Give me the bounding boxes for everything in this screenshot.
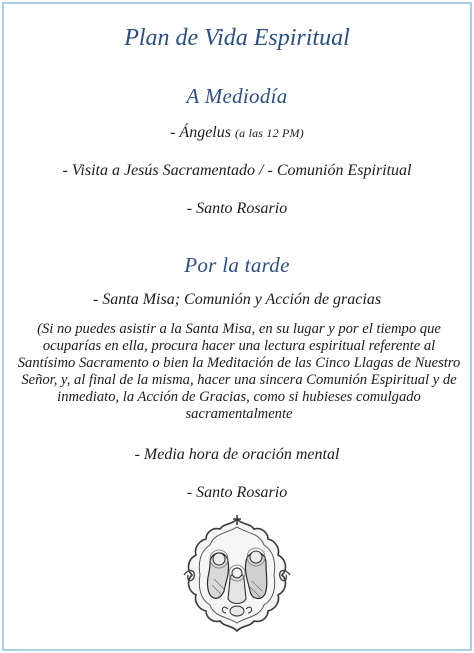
item-rosario-afternoon: - Santo Rosario [186, 484, 288, 501]
item-rosario-midday: - Santo Rosario [186, 200, 288, 217]
item-angelus [0, 122, 474, 144]
page-title: Plan de Vida Espiritual [124, 25, 350, 51]
section-heading-afternoon: Por la tarde [184, 253, 290, 277]
note-paragraph: (Si no puedes asistir a la Santa Misa, en su lugar y por el tiempo que ocuparías en ella, procura hacer una lectura espiritual referente al Santísimo Sacramento o bien la Meditación de las Cinco Llagas de Nuestro Señor, y, al final de la misma, hacer una sincera Comunión Espiritual y de inmediato, la Acción de Gracias, como si hubieses comulgado sacramentalmente [17, 321, 461, 422]
item-visita: - Visita a Jesús Sacramentado / - Comunión Espiritual [62, 162, 412, 179]
holy-family-engraving-icon [176, 515, 298, 633]
item-oracion: - Media hora de oración mental [134, 446, 340, 463]
item-misa: - Santa Misa; Comunión y Acción de gracias [92, 291, 382, 308]
angelus-time: (a las 12 PM) [234, 126, 304, 140]
section-heading-midday: A Mediodía [186, 84, 288, 108]
angelus-label: - Ángelus [170, 124, 231, 141]
